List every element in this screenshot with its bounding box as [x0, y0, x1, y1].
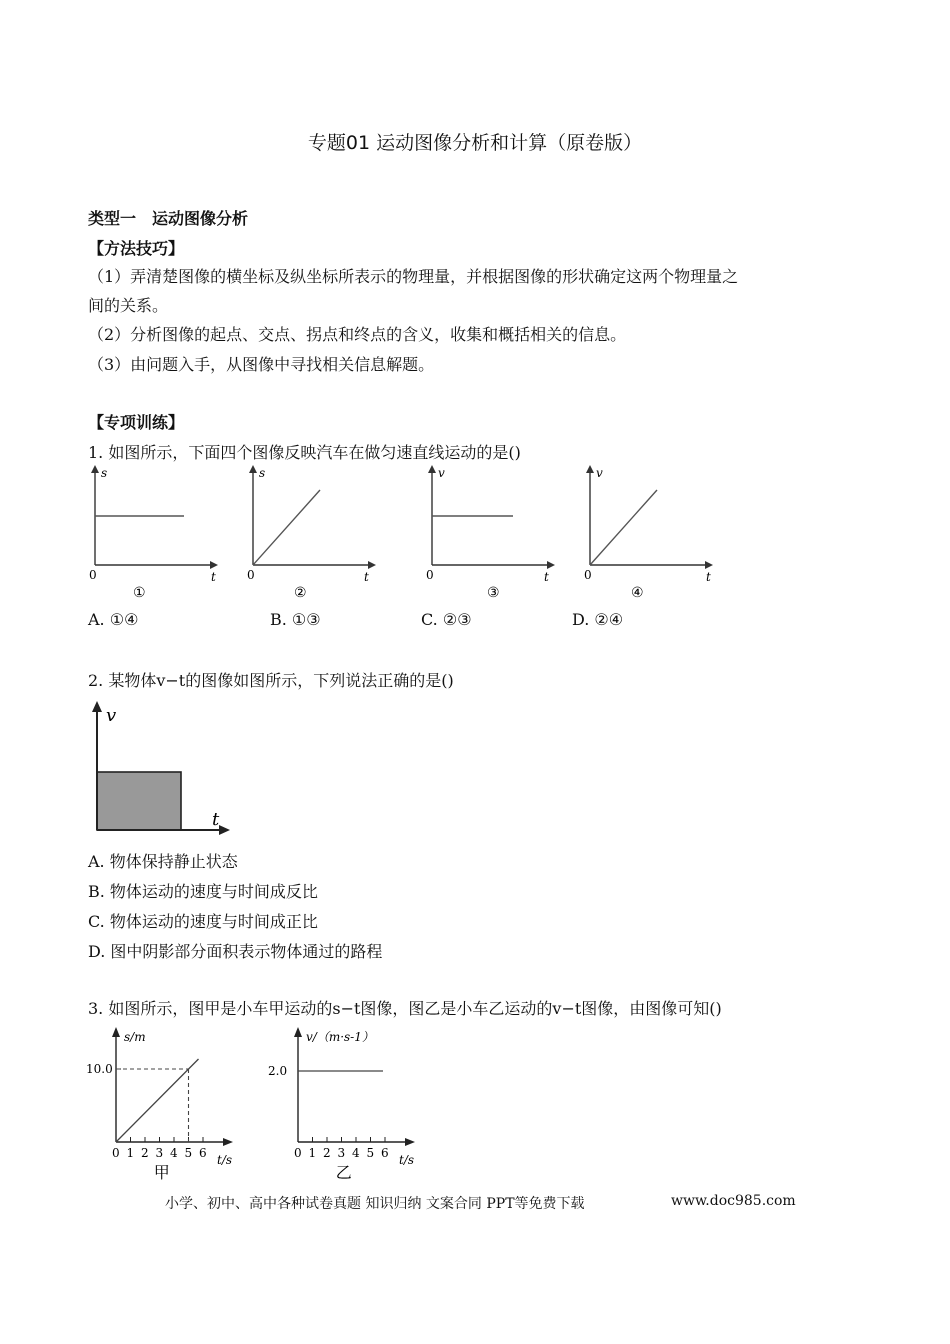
q2-option-a: A. 物体保持静止状态: [88, 852, 238, 871]
x-tick-label: 5: [366, 1146, 375, 1160]
origin-label: 0: [426, 568, 434, 582]
method-heading: 【方法技巧】: [88, 239, 185, 258]
q1-graph-1: [80, 465, 230, 605]
page-title: 专题01 运动图像分析和计算（原卷版）: [307, 132, 643, 154]
q3-chart-yi: [265, 1025, 435, 1190]
chart-caption: 甲: [153, 1163, 170, 1182]
q1-option-b: B. ①③: [270, 610, 321, 629]
q2-option-b: B. 物体运动的速度与时间成反比: [88, 882, 318, 901]
y-arrow: [428, 465, 436, 473]
y-label: s: [259, 466, 266, 480]
x-tick-label: 1: [126, 1146, 135, 1160]
y-label: v: [438, 466, 445, 480]
q3-chart-jia: [80, 1025, 250, 1190]
q2-option-d: D. 图中阴影部分面积表示物体通过的路程: [88, 942, 383, 961]
y-axis-arrow: [112, 1027, 120, 1037]
origin-label: 0: [89, 568, 97, 582]
shaded-area: [97, 772, 181, 830]
x-label: t: [706, 570, 711, 584]
x-label: t: [211, 570, 216, 584]
series-line: [116, 1059, 199, 1142]
q3-stem: 3. 如图所示，图甲是小车甲运动的s−t图像，图乙是小车乙运动的v−t图像，由图像可知(): [88, 999, 722, 1018]
y-label: v: [596, 466, 603, 480]
y-tick-label: 10.0: [86, 1062, 113, 1076]
chart-caption: 乙: [335, 1163, 352, 1182]
q2-option-c: C. 物体运动的速度与时间成正比: [88, 912, 318, 931]
y-arrow: [92, 701, 102, 712]
graph-line: [253, 490, 320, 565]
method-item-2: （2）分析图像的起点、交点、拐点和终点的含义，收集和概括相关的信息。: [88, 325, 627, 344]
graph-line: [590, 490, 657, 565]
origin-label: 0: [247, 568, 255, 582]
y-tick-label: 2.0: [268, 1064, 288, 1078]
footer-text: 小学、初中、高中各种试卷真题 知识归纳 文案合同 PPT等免费下载: [165, 1196, 585, 1212]
x-tick-label: 0: [112, 1146, 120, 1160]
x-label: t: [212, 809, 220, 830]
x-label: t: [364, 570, 369, 584]
x-tick-label: 4: [170, 1146, 178, 1160]
x-tick-label: 0: [294, 1146, 302, 1160]
q2-graph: [85, 700, 245, 840]
x-arrow: [705, 561, 713, 569]
graph-tag: ①: [133, 585, 146, 601]
graph-tag: ④: [631, 585, 644, 601]
x-label: t: [544, 570, 549, 584]
x-arrow: [547, 561, 555, 569]
y-arrow: [91, 465, 99, 473]
y-axis-arrow: [294, 1027, 302, 1037]
x-tick-label: 1: [308, 1146, 317, 1160]
x-axis-arrow: [223, 1138, 233, 1146]
x-tick-label: 4: [352, 1146, 360, 1160]
q1-graph-4: [575, 465, 725, 605]
y-arrow: [586, 465, 594, 473]
method-item-1: （1）弄清楚图像的横坐标及纵坐标所表示的物理量，并根据图像的形状确定这两个物理量之: [88, 267, 739, 286]
y-label: v: [106, 705, 117, 726]
x-axis-label: t/s: [217, 1153, 233, 1167]
x-tick-label: 6: [381, 1146, 389, 1160]
x-arrow: [219, 825, 230, 835]
y-axis-label: v/（m·s-1）: [306, 1030, 374, 1044]
q1-graph-2: [238, 465, 388, 605]
q1-option-c: C. ②③: [421, 610, 472, 629]
x-tick-label: 2: [323, 1146, 331, 1160]
graph-tag: ②: [294, 585, 307, 601]
q2-stem: 2. 某物体v−t的图像如图所示，下列说法正确的是(): [88, 671, 454, 690]
method-item-1-cont: 间的关系。: [88, 296, 169, 315]
x-tick-label: 6: [199, 1146, 207, 1160]
q1-graph-3: [417, 465, 567, 605]
y-arrow: [249, 465, 257, 473]
training-heading: 【专项训练】: [88, 413, 185, 432]
x-tick-label: 3: [337, 1146, 346, 1160]
x-arrow: [210, 561, 218, 569]
x-tick-label: 5: [184, 1146, 193, 1160]
q1-option-a: A. ①④: [88, 610, 139, 629]
x-arrow: [368, 561, 376, 569]
q1-option-d: D. ②④: [572, 610, 624, 629]
x-tick-label: 3: [155, 1146, 164, 1160]
x-tick-label: 2: [141, 1146, 149, 1160]
footer-url[interactable]: www.doc985.com: [671, 1193, 796, 1209]
y-label: s: [101, 466, 108, 480]
graph-tag: ③: [487, 585, 500, 601]
origin-label: 0: [584, 568, 592, 582]
x-axis-arrow: [405, 1138, 415, 1146]
section-heading: 类型一 运动图像分析: [88, 209, 249, 228]
y-axis-label: s/m: [124, 1030, 146, 1044]
method-item-3: （3）由问题入手，从图像中寻找相关信息解题。: [88, 355, 435, 374]
x-axis-label: t/s: [399, 1153, 415, 1167]
q1-stem: 1. 如图所示，下面四个图像反映汽车在做匀速直线运动的是(): [88, 443, 521, 462]
